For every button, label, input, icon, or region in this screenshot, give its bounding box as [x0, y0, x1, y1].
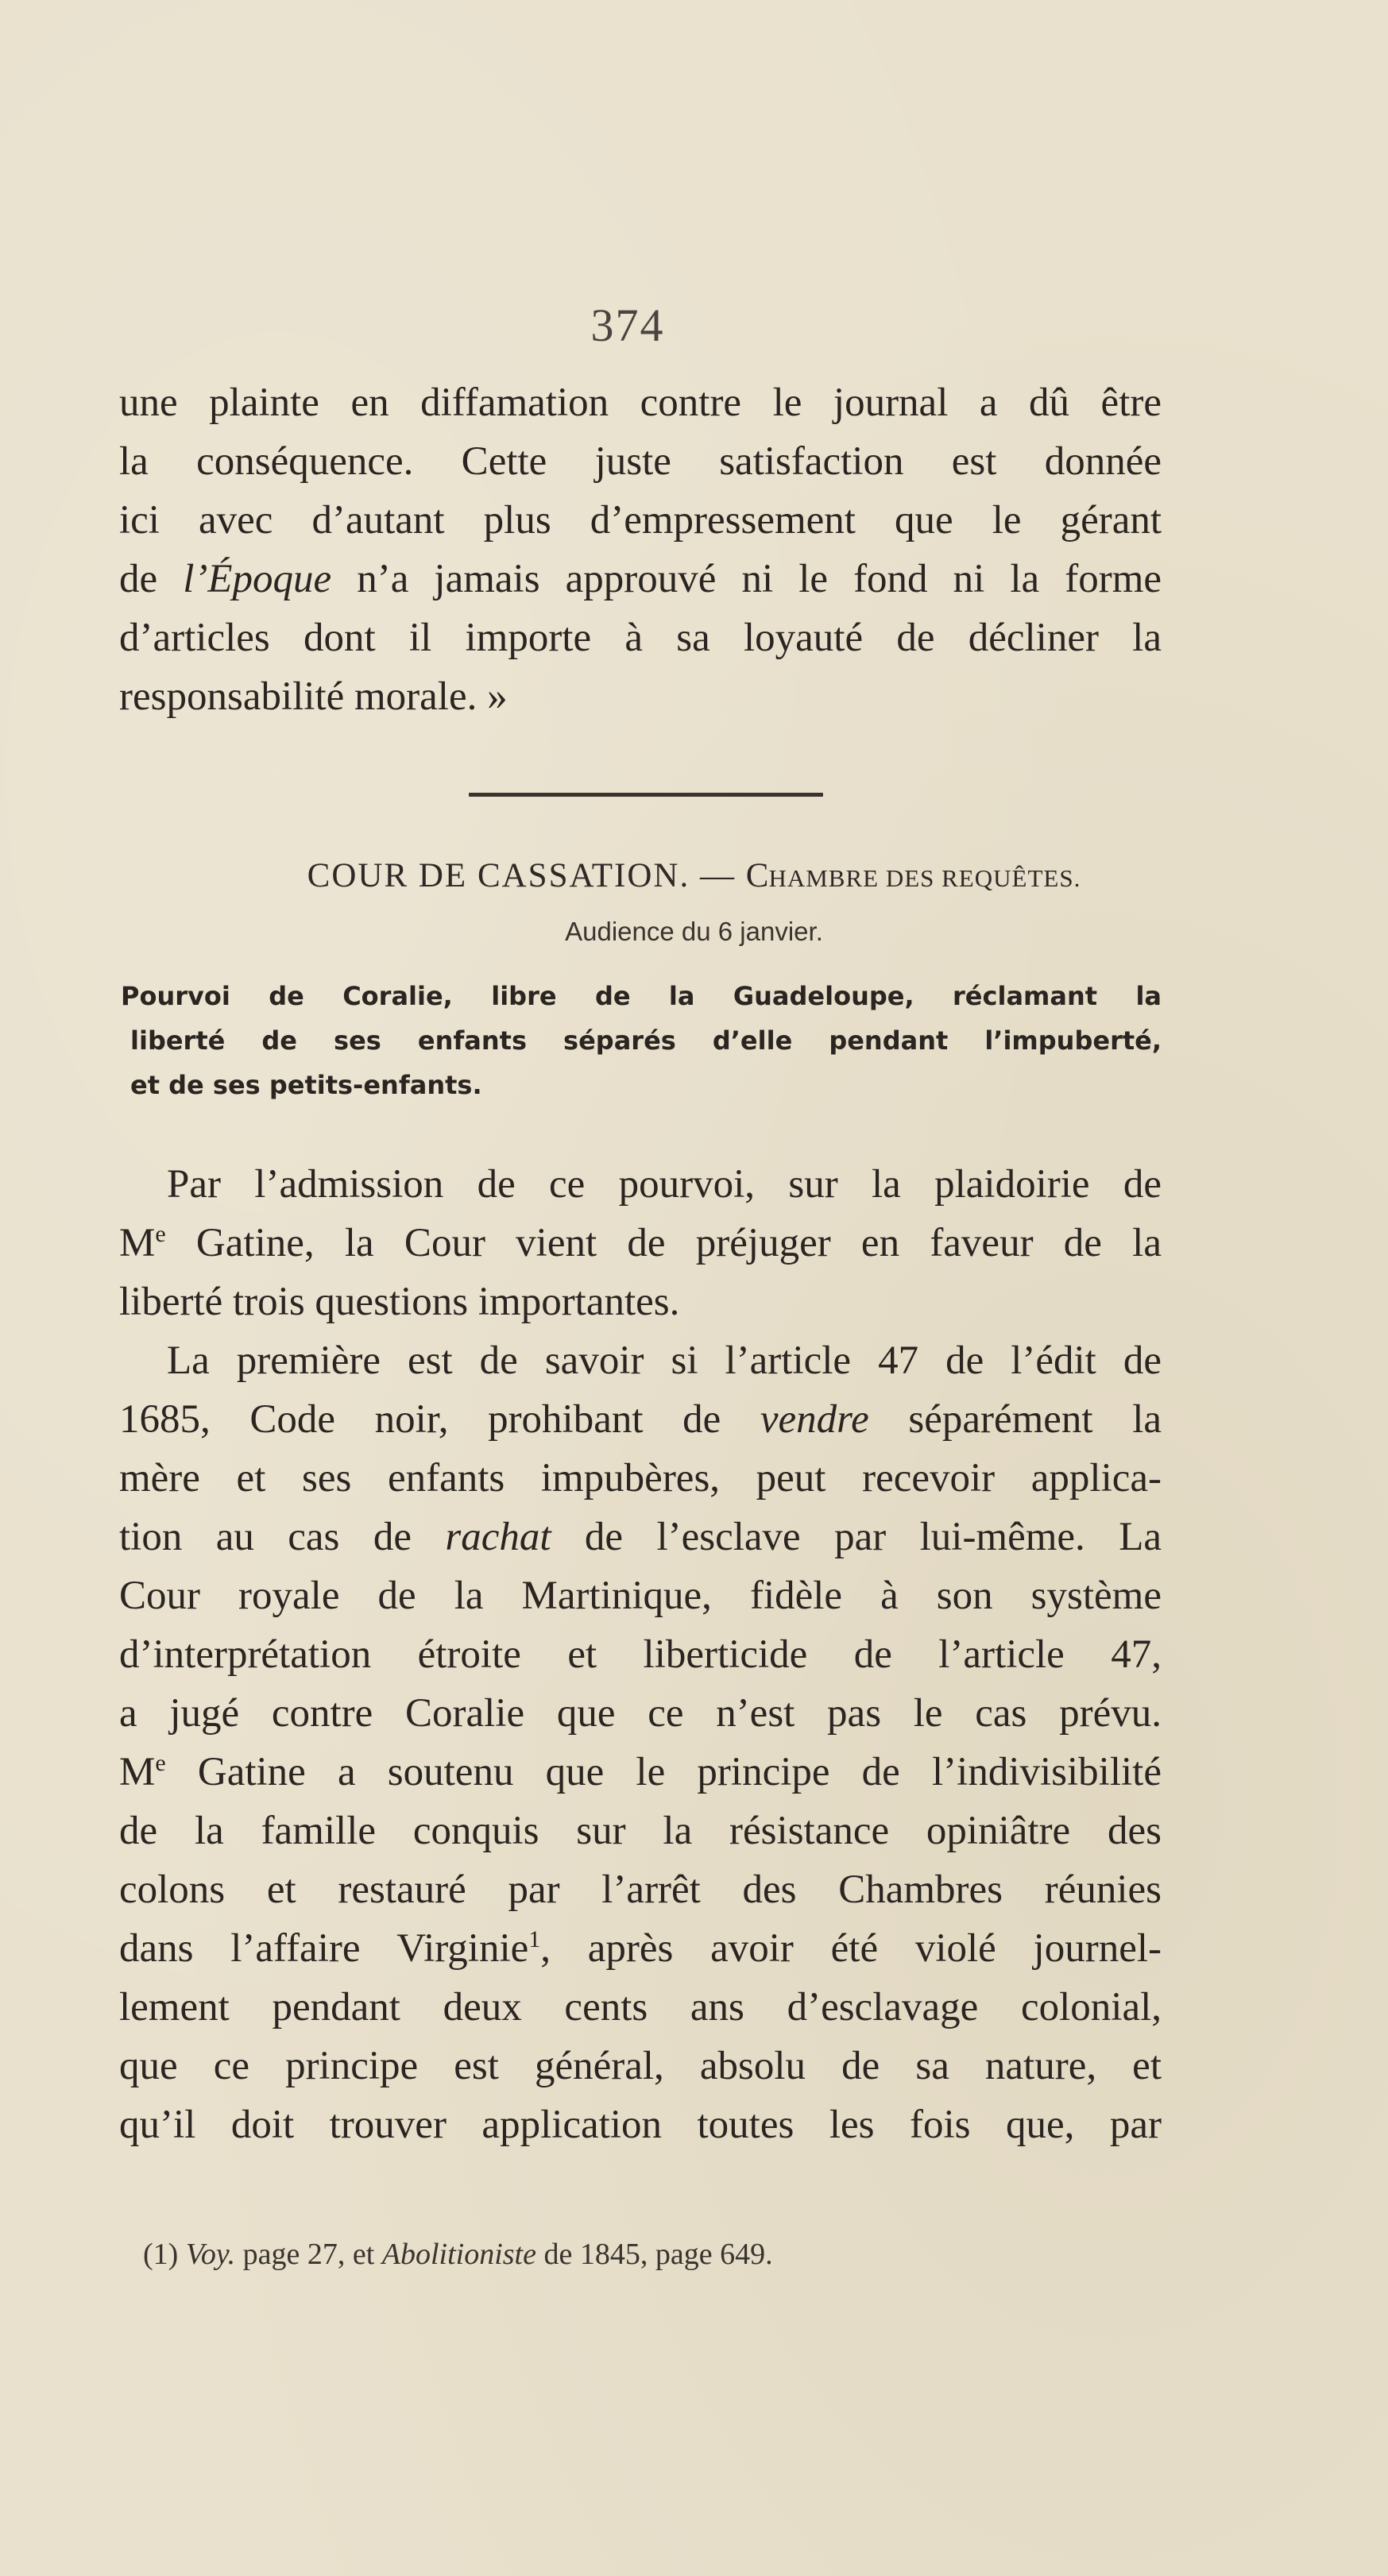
- text-line: [119, 1390, 1162, 1449]
- text-line: [119, 1743, 1162, 1802]
- section-divider: [469, 793, 823, 797]
- italic-title: l’Époque: [183, 557, 332, 601]
- top-paragraph: [119, 373, 1162, 726]
- text-line: liberté trois questions importantes.: [119, 1280, 680, 1324]
- footnote: [143, 2237, 773, 2272]
- body-paragraph-2: [119, 1331, 1162, 2154]
- text-line: mère et ses enfants impubères, peut recevoir applica-: [119, 1456, 1162, 1500]
- text-line: La première est de savoir si l’article 47 de l’édit de: [167, 1338, 1162, 1383]
- page-number: 374: [590, 299, 665, 351]
- text-line: responsabilité morale. »: [119, 674, 508, 719]
- italic-word: vendre: [760, 1397, 869, 1442]
- chamber-name: HAMBRE DES REQUÊTES.: [768, 864, 1081, 892]
- footnote-italic: Abolitioniste: [381, 2238, 536, 2271]
- text-line: Par l’admission de ce pourvoi, sur la plaidoirie de: [167, 1162, 1162, 1207]
- text-line: [119, 1919, 1162, 1978]
- text-line: d’articles dont il importe à sa loyauté de décliner la: [119, 616, 1162, 660]
- text-line: d’interprétation étroite et liberticide de l’article 47,: [119, 1632, 1162, 1677]
- footnote-text: page 27, et: [235, 2238, 382, 2271]
- summary-line: et de ses petits-enfants.: [130, 1070, 482, 1100]
- footnote-marker: (1): [143, 2238, 186, 2271]
- text-line: lement pendant deux cents ans d’esclavage colonial,: [119, 1985, 1162, 2030]
- summary-line: liberté de ses enfants séparés d’elle pendant l’impuberté,: [130, 1025, 1162, 1056]
- text-line: la conséquence. Cette juste satisfaction est donnée: [119, 439, 1162, 484]
- text-line: [119, 550, 1162, 608]
- case-summary: [121, 974, 1162, 1107]
- text-segment: séparément la: [868, 1397, 1162, 1442]
- audience-date: Audience du 6 janvier.: [565, 917, 823, 946]
- text-segment: dans l’affaire Virginie: [119, 1926, 529, 1971]
- text-line: [119, 1214, 1162, 1273]
- text-segment: de l’esclave par lui-même. La: [551, 1515, 1162, 1559]
- text-line: colons et restauré par l’arrêt des Chambres réunies: [119, 1867, 1162, 1912]
- body-paragraph-1: [119, 1155, 1162, 1331]
- footnote-reference: 1: [528, 1926, 541, 1952]
- footnote-italic: Voy.: [185, 2238, 236, 2271]
- section-heading: [0, 856, 1388, 895]
- text-segment: n’a jamais approuvé ni le fond ni la forme: [331, 557, 1162, 601]
- text-line: de la famille conquis sur la résistance opiniâtre des: [119, 1809, 1162, 1853]
- text-segment: tion au cas de: [119, 1515, 446, 1559]
- text-line: que ce principe est général, absolu de sa nature, et: [119, 2044, 1162, 2088]
- text-line: a jugé contre Coralie que ce n’est pas le cas prévu.: [119, 1691, 1162, 1736]
- footnote-text: de 1845, page 649.: [535, 2238, 773, 2271]
- text-line: qu’il doit trouver application toutes les fois que, par: [119, 2103, 1162, 2147]
- chamber-initial: C: [745, 857, 769, 894]
- superscript: e: [155, 1750, 166, 1776]
- superscript: e: [155, 1221, 166, 1247]
- italic-word: rachat: [445, 1515, 551, 1559]
- text-segment: , après avoir été violé journel-: [540, 1926, 1162, 1971]
- text-segment: 1685, Code noir, prohibant de: [119, 1397, 760, 1442]
- text-line: une plainte en diffamation contre le journal a dû être: [119, 380, 1162, 425]
- text-line: [119, 1508, 1162, 1566]
- text-segment: Gatine a soutenu que le principe de l’indivisibilité: [165, 1750, 1162, 1794]
- summary-line: Pourvoi de Coralie, libre de la Guadeloupe, réclamant la: [121, 981, 1162, 1011]
- court-name: COUR DE CASSATION. —: [307, 857, 746, 894]
- text-segment: M: [119, 1221, 156, 1265]
- text-segment: de: [119, 557, 184, 601]
- text-line: ici avec d’autant plus d’empressement que le gérant: [119, 498, 1162, 543]
- text-segment: Gatine, la Cour vient de préjuger en faveur de la: [165, 1221, 1162, 1265]
- text-line: Cour royale de la Martinique, fidèle à son système: [119, 1574, 1162, 1618]
- text-segment: M: [119, 1750, 156, 1794]
